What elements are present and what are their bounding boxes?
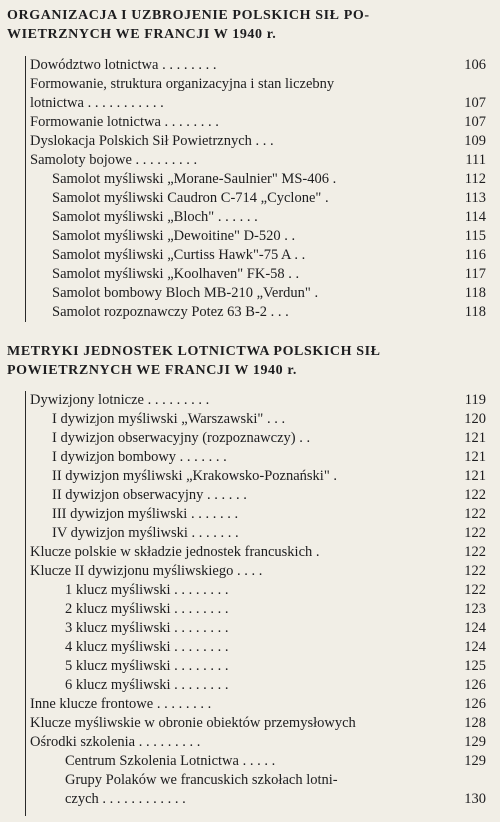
toc-entry-page: 121 <box>464 468 486 484</box>
toc-entry <box>0 657 500 676</box>
section1-heading <box>7 6 493 44</box>
toc-entry <box>0 208 500 227</box>
toc-entry-title: II dywizjon obserwacyjny . . . . . . <box>52 487 247 503</box>
toc-entry-page: 122 <box>464 506 486 522</box>
toc-entry-title: Ośrodki szkolenia . . . . . . . . . <box>30 734 201 750</box>
toc-entry-title: Klucze II dywizjonu myśliwskiego . . . . <box>30 563 263 579</box>
section2-heading-line1: METRYKI JEDNOSTEK LOTNICTWA POLSKICH SIŁ <box>7 344 381 359</box>
toc-entry-title: I dywizjon obserwacyjny (rozpoznawczy) . . <box>52 430 311 446</box>
toc-entry <box>0 410 500 429</box>
toc-entry-page: 122 <box>464 582 486 598</box>
toc-entry-title: Inne klucze frontowe . . . . . . . . <box>30 696 212 712</box>
toc-entry-page: 116 <box>464 247 486 263</box>
toc-entry-title: II dywizjon myśliwski „Krakowsko-Poznański" . <box>52 468 338 484</box>
toc-entry-title: Dowództwo lotnictwa . . . . . . . . <box>30 57 217 73</box>
toc-entry <box>0 303 500 322</box>
toc-entry-title: Samolot myśliwski Caudron C-714 „Cyclone" . <box>52 190 329 206</box>
toc-entry-title: Samoloty bojowe . . . . . . . . . <box>30 152 198 168</box>
toc-entry <box>0 619 500 638</box>
toc-entry-title: 6 klucz myśliwski . . . . . . . . <box>65 677 229 693</box>
toc-entry-page: 123 <box>464 601 486 617</box>
toc-entry-page: 122 <box>464 544 486 560</box>
toc-entry <box>0 752 500 771</box>
toc-entry-page: 119 <box>464 392 486 408</box>
toc-entry-title: Grupy Polaków we francuskich szkołach lotni- <box>65 772 338 788</box>
toc-entry-page: 129 <box>464 734 486 750</box>
toc-entry-title: 3 klucz myśliwski . . . . . . . . <box>65 620 229 636</box>
toc-entry-page: 112 <box>464 171 486 187</box>
section1-entries <box>0 56 500 322</box>
toc-entry-page: 114 <box>464 209 486 225</box>
toc-entry <box>0 543 500 562</box>
section1-heading-line1: ORGANIZACJA I UZBROJENIE POLSKICH SIŁ PO- <box>7 8 370 23</box>
toc-entry <box>0 524 500 543</box>
toc-entry <box>0 284 500 303</box>
toc-entry <box>0 467 500 486</box>
toc-entry <box>0 170 500 189</box>
toc-entry-title: 1 klucz myśliwski . . . . . . . . <box>65 582 229 598</box>
toc-entry-title: I dywizjon bombowy . . . . . . . <box>52 449 227 465</box>
toc-entry-title: Formowanie lotnictwa . . . . . . . . <box>30 114 219 130</box>
toc-entry-title: Samolot myśliwski „Bloch" . . . . . . <box>52 209 258 225</box>
toc-entry-title: 5 klucz myśliwski . . . . . . . . <box>65 658 229 674</box>
toc-entry <box>0 94 500 113</box>
toc-entry-page: 129 <box>464 753 486 769</box>
toc-entry <box>0 771 500 790</box>
toc-entry <box>0 600 500 619</box>
toc-entry <box>0 429 500 448</box>
toc-entry <box>0 638 500 657</box>
toc-entry-page: 124 <box>464 639 486 655</box>
toc-entry <box>0 56 500 75</box>
toc-entry-page: 120 <box>464 411 486 427</box>
section2-heading-line2: POWIETRZNYCH WE FRANCJI W 1940 r. <box>7 363 297 378</box>
toc-entry-page: 121 <box>464 449 486 465</box>
toc-entry <box>0 75 500 94</box>
toc-entry-title: III dywizjon myśliwski . . . . . . . <box>52 506 239 522</box>
toc-entry <box>0 581 500 600</box>
toc-entry-page: 130 <box>464 791 486 807</box>
toc-entry-page: 115 <box>464 228 486 244</box>
toc-entry <box>0 391 500 410</box>
toc-entry <box>0 246 500 265</box>
toc-entry-page: 126 <box>464 677 486 693</box>
toc-entry-page: 125 <box>464 658 486 674</box>
toc-entry-title: I dywizjon myśliwski „Warszawski" . . . <box>52 411 286 427</box>
toc-entry-page: 124 <box>464 620 486 636</box>
toc-entry-title: Dyslokacja Polskich Sił Powietrznych . . . <box>30 133 274 149</box>
toc-entry <box>0 113 500 132</box>
toc-entry <box>0 790 500 809</box>
toc-entry-title: Samolot myśliwski „Koolhaven" FK-58 . . <box>52 266 300 282</box>
toc-entry <box>0 132 500 151</box>
toc-entry-page: 106 <box>464 57 486 73</box>
toc-entry <box>0 151 500 170</box>
toc-entry-title: lotnictwa . . . . . . . . . . . <box>30 95 164 111</box>
toc-entry-title: Dywizjony lotnicze . . . . . . . . . <box>30 392 210 408</box>
toc-entry-title: Formowanie, struktura organizacyjna i stan liczebny <box>30 76 335 92</box>
toc-entry-title: Samolot myśliwski „Dewoitine" D-520 . . <box>52 228 296 244</box>
toc-entry-title: IV dywizjon myśliwski . . . . . . . <box>52 525 239 541</box>
section1-heading-line2: WIETRZNYCH WE FRANCJI W 1940 r. <box>7 27 277 42</box>
toc-entry-title: Centrum Szkolenia Lotnictwa . . . . . <box>65 753 276 769</box>
toc-entry <box>0 676 500 695</box>
toc-entry-title: Samolot bombowy Bloch MB-210 „Verdun" . <box>52 285 319 301</box>
section2-heading <box>7 342 493 380</box>
toc-entry-page: 111 <box>465 152 486 168</box>
toc-entry <box>0 714 500 733</box>
toc-entry-page: 117 <box>464 266 486 282</box>
toc-entry-title: Samolot myśliwski „Morane-Saulnier" MS-406 . <box>52 171 337 187</box>
toc-entry-page: 107 <box>464 95 486 111</box>
toc-entry <box>0 486 500 505</box>
toc-entry-page: 128 <box>464 715 486 731</box>
toc-entry <box>0 733 500 752</box>
toc-entry-title: Klucze polskie w składzie jednostek francuskich . <box>30 544 320 560</box>
toc-entry-title: czych . . . . . . . . . . . . <box>65 791 186 807</box>
toc-entry-title: 4 klucz myśliwski . . . . . . . . <box>65 639 229 655</box>
toc-entry <box>0 189 500 208</box>
toc-entry-page: 113 <box>464 190 486 206</box>
toc-entry-page: 126 <box>464 696 486 712</box>
toc-entry-title: Samolot myśliwski „Curtiss Hawk"-75 A . . <box>52 247 306 263</box>
toc-entry-page: 118 <box>464 304 486 320</box>
toc-entry <box>0 505 500 524</box>
toc-entry-title: 2 klucz myśliwski . . . . . . . . <box>65 601 229 617</box>
toc-entry-page: 122 <box>464 525 486 541</box>
section2-entries <box>0 391 500 809</box>
toc-entry <box>0 562 500 581</box>
toc-entry-title: Samolot rozpoznawczy Potez 63 B-2 . . . <box>52 304 289 320</box>
toc-entry-title: Klucze myśliwskie w obronie obiektów przemysłowych <box>30 715 356 731</box>
toc-entry-page: 107 <box>464 114 486 130</box>
toc-entry-page: 109 <box>464 133 486 149</box>
toc-entry <box>0 265 500 284</box>
toc-entry <box>0 448 500 467</box>
toc-entry-page: 118 <box>464 285 486 301</box>
toc-entry-page: 122 <box>464 487 486 503</box>
toc-entry-page: 121 <box>464 430 486 446</box>
toc-entry-page: 122 <box>464 563 486 579</box>
toc-entry <box>0 227 500 246</box>
toc-entry <box>0 695 500 714</box>
